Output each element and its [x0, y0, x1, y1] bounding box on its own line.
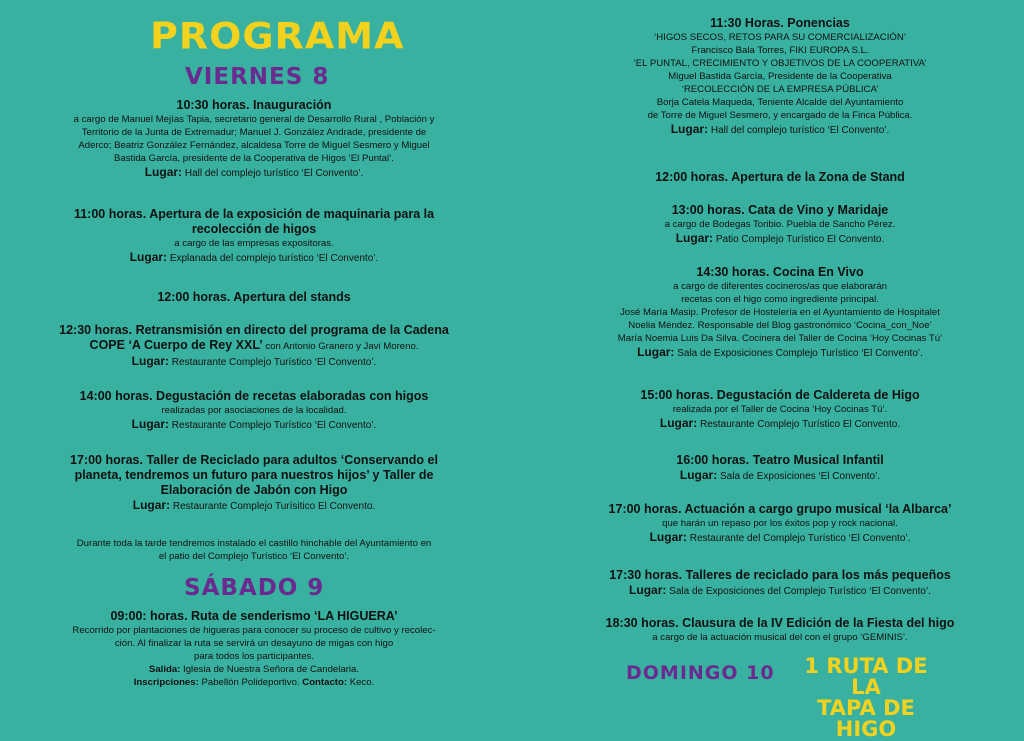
- day-heading-domingo: DOMINGO 10: [626, 662, 775, 684]
- event-cata-vino: [550, 203, 1010, 247]
- lugar-label: Lugar:: [649, 530, 687, 544]
- lugar-value: Patio Complejo Turístico El Convento.: [715, 234, 885, 245]
- lugar-label: Lugar:: [637, 345, 675, 359]
- event-text-line: a cargo de Manuel Mejías Tapia, secretario general de Desarrollo Rural , Población y: [73, 114, 435, 125]
- event-heading: Elaboración de Jabón con Higo: [160, 483, 348, 497]
- lugar-value: Hall del complejo turístico ‘El Convento’.: [710, 125, 890, 136]
- event-text-line: Noelia Méndez. Responsable del Blog gastronómico ‘Cocina_con_Noe’: [628, 320, 932, 331]
- event-lugar: [550, 583, 1010, 599]
- lugar-value: Sala de Exposiciones del Complejo Turístico ‘El Convento’.: [669, 586, 931, 597]
- lugar-label: Lugar:: [131, 354, 169, 368]
- event-degustacion-caldereta: [550, 388, 1010, 432]
- lugar-value: Hall del complejo turístico ‘El Convento’.: [184, 168, 364, 179]
- event-heading: 13:00 horas. Cata de Vino y Maridaje: [671, 203, 889, 217]
- event-ponencias: [550, 16, 1010, 138]
- event-apertura-zona-stand: [550, 170, 1010, 185]
- event-inscripciones: [30, 676, 478, 689]
- event-heading: 15:00 horas. Degustación de Caldereta de Higo: [640, 388, 920, 402]
- event-text-line: para todos los participantes.: [194, 651, 314, 662]
- event-text-line: a cargo de Bodegas Toribio. Puebla de Sancho Pérez.: [664, 219, 896, 230]
- event-heading: 12:30 horas. Retransmisión en directo del programa de la Cadena: [59, 323, 449, 337]
- event-heading: 17:30 horas. Talleres de reciclado para los más pequeños: [609, 568, 951, 582]
- event-ruta-senderismo: [30, 609, 478, 689]
- event-heading: planeta, tendremos un futuro para nuestros hijos’ y Taller de: [74, 468, 434, 482]
- inscripciones-value: Pabellón Polideportivo.: [198, 677, 303, 688]
- event-cocina-en-vivo: [550, 265, 1010, 361]
- event-salida: [30, 663, 478, 676]
- event-text-line: Recorrido por plantaciones de higueras para conocer su proceso de cultivo y recolec-: [72, 625, 436, 636]
- event-text-line: realizada por el Taller de Cocina ‘Hoy Cocinas Tú’.: [672, 404, 888, 415]
- event-inauguracion: [30, 98, 478, 181]
- event-lugar: [550, 468, 1010, 484]
- event-text-line: ‘EL PUNTAL, CRECIMIENTO Y OBJETIVOS DE LA COOPERATIVA’: [633, 58, 927, 69]
- event-apertura-stands: [30, 290, 478, 305]
- contacto-label: Contacto:: [302, 677, 348, 688]
- lugar-value: Restaurante Complejo Turístico ‘El Convento’.: [171, 357, 377, 368]
- day-heading-viernes: VIERNES 8: [185, 64, 330, 90]
- inscripciones-label: Inscripciones:: [133, 677, 199, 688]
- event-text-line: Territorio de la Junta de Extremadur; Manuel J. González Andrade, presidente de: [81, 127, 427, 138]
- event-heading: 12:00 horas. Apertura del stands: [157, 290, 351, 304]
- event-heading: 18:30 horas. Clausura de la IV Edición de la Fiesta del higo: [605, 616, 955, 630]
- event-text-line: Francisco Bala Torres, FIKI EUROPA S.L.: [691, 45, 869, 56]
- event-heading: 17:00 horas. Taller de Reciclado para adultos ‘Conservando el: [70, 453, 438, 467]
- event-lugar: [30, 417, 478, 433]
- event-lugar: [550, 416, 1010, 432]
- event-lugar: [30, 354, 478, 370]
- event-text-line: María Noemia Luis Da Silva. Cocinera del Taller de Cocina ‘Hoy Cocinas Tú’: [617, 333, 943, 344]
- salida-value: Iglesia de Nuestra Señora de Candelaria.: [180, 664, 360, 675]
- event-text-line: a cargo de la actuación musical del con el grupo ‘GEMINIS’.: [652, 632, 908, 643]
- lugar-label: Lugar:: [670, 122, 709, 136]
- program-name: COPE ‘A Cuerpo de Rey XXL’: [89, 338, 263, 352]
- event-lugar: [550, 122, 1010, 138]
- lugar-value: Sala de Exposiciones ‘El Convento’.: [720, 471, 881, 482]
- ruta-line-1: 1 RUTA DE LA: [804, 654, 928, 699]
- event-heading: 14:00 horas. Degustación de recetas elaboradas con higos: [79, 389, 429, 403]
- program-title: PROGRAMA: [150, 15, 405, 57]
- ruta-tapa-heading: [786, 656, 946, 740]
- lugar-label: Lugar:: [129, 250, 168, 264]
- event-lugar: [30, 165, 478, 181]
- event-text-line: ‘RECOLECCIÓN DE LA EMPRESA PÚBLICA’: [681, 84, 879, 95]
- lugar-label: Lugar:: [144, 165, 183, 179]
- event-lugar: [550, 231, 1010, 247]
- event-taller-reciclado-adultos: [30, 453, 478, 514]
- event-lugar: [550, 345, 1010, 361]
- lugar-label: Lugar:: [679, 468, 718, 482]
- lugar-value: Explanada del complejo turístico ‘El Convento’.: [169, 253, 379, 264]
- event-text-line: realizadas por asociaciones de la localidad.: [161, 405, 347, 416]
- event-exposicion-maquinaria: [30, 207, 478, 266]
- event-text-line: Borja Catela Maqueda, Teniente Alcalde del Ayuntamiento: [656, 97, 904, 108]
- event-text-line: a cargo de diferentes cocineros/as que elaborarán: [673, 281, 887, 292]
- castillo-hinchable-note: [30, 537, 478, 563]
- event-text-line: Aderco; Beatriz González Fernández, alcaldesa Torre de Miguel Sesmero y Miguel: [78, 140, 430, 151]
- lugar-value: Sala de Exposiciones Complejo Turístico ‘El Convento’.: [677, 348, 923, 359]
- event-heading: 12:00 horas. Apertura de la Zona de Stand: [655, 170, 905, 184]
- event-heading: 17:00 horas. Actuación a cargo grupo musical ‘la Albarca’: [608, 502, 952, 516]
- lugar-value: Restaurante Complejo Turístico El Convento.: [700, 419, 901, 430]
- event-heading: 16:00 horas. Teatro Musical Infantil: [676, 453, 884, 467]
- note-line: el patio del Complejo Turístico ‘El Convento’.: [158, 551, 350, 562]
- day-heading-sabado: SÁBADO 9: [184, 575, 325, 601]
- event-heading: 14:30 horas. Cocina En Vivo: [696, 265, 864, 279]
- note-line: Durante toda la tarde tendremos instalado el castillo hinchable del Ayuntamiento en: [76, 538, 432, 549]
- event-text-line: que harán un repaso por los éxitos pop y rock nacional.: [662, 518, 898, 529]
- contacto-value: Keco.: [347, 677, 375, 688]
- lugar-label: Lugar:: [131, 417, 169, 431]
- event-heading: 11:00 horas. Apertura de la exposición de maquinaria para la: [73, 207, 435, 221]
- event-actuacion-albarca: [550, 502, 1010, 546]
- ruta-line-2: TAPA DE HIGO: [817, 696, 915, 741]
- event-teatro-musical: [550, 453, 1010, 484]
- event-lugar: [30, 498, 478, 514]
- event-retransmision-cope: [30, 323, 478, 370]
- event-text-line: ‘HIGOS SECOS, RETOS PARA SU COMERCIALIZACIÓN’: [654, 32, 906, 43]
- event-heading: 11:30 Horas. Ponencias: [710, 16, 850, 30]
- lugar-label: Lugar:: [675, 231, 714, 245]
- lugar-value: Restaurante del Complejo Turístico ‘El Convento’.: [689, 533, 911, 544]
- event-hosts: con Antonio Granero y Javi Moreno.: [262, 341, 419, 352]
- event-text-line: recetas con el higo como ingrediente principal.: [681, 294, 879, 305]
- event-lugar: [30, 250, 478, 266]
- event-text-line: ción. Al finalizar la ruta se servirá un desayuno de migas con higo: [114, 638, 394, 649]
- event-text-line: José María Masip. Profesor de Hostelería en el Ayuntamiento de Hospitalet: [620, 307, 940, 318]
- event-text-line: de Torre de Miguel Sesmero, y encargado de la Finca Pública.: [647, 110, 913, 121]
- event-heading: 09:00: horas. Ruta de senderismo ‘LA HIGUERA’: [110, 609, 398, 623]
- event-text-line: a cargo de las empresas expositoras.: [174, 238, 334, 249]
- lugar-value: Restaurante Complejo Turístico ‘El Convento’.: [171, 420, 377, 431]
- lugar-value: Restaurante Complejo Turísitico El Convento.: [172, 501, 376, 512]
- event-text-line: Miguel Bastida García, Presidente de la Cooperativa: [668, 71, 892, 82]
- event-heading: [30, 338, 478, 354]
- event-lugar: [550, 530, 1010, 546]
- salida-label: Salida:: [148, 664, 181, 675]
- lugar-label: Lugar:: [132, 498, 171, 512]
- lugar-label: Lugar:: [659, 416, 698, 430]
- event-clausura: [550, 616, 1010, 644]
- event-heading: recolección de higos: [191, 222, 317, 236]
- event-talleres-pequenos: [550, 568, 1010, 599]
- event-text-line: Bastida García, presidente de la Cooperativa de Higos ‘El Puntal’.: [114, 153, 394, 164]
- event-degustacion-recetas: [30, 389, 478, 433]
- lugar-label: Lugar:: [629, 583, 667, 597]
- event-heading: 10:30 horas. Inauguración: [176, 98, 332, 112]
